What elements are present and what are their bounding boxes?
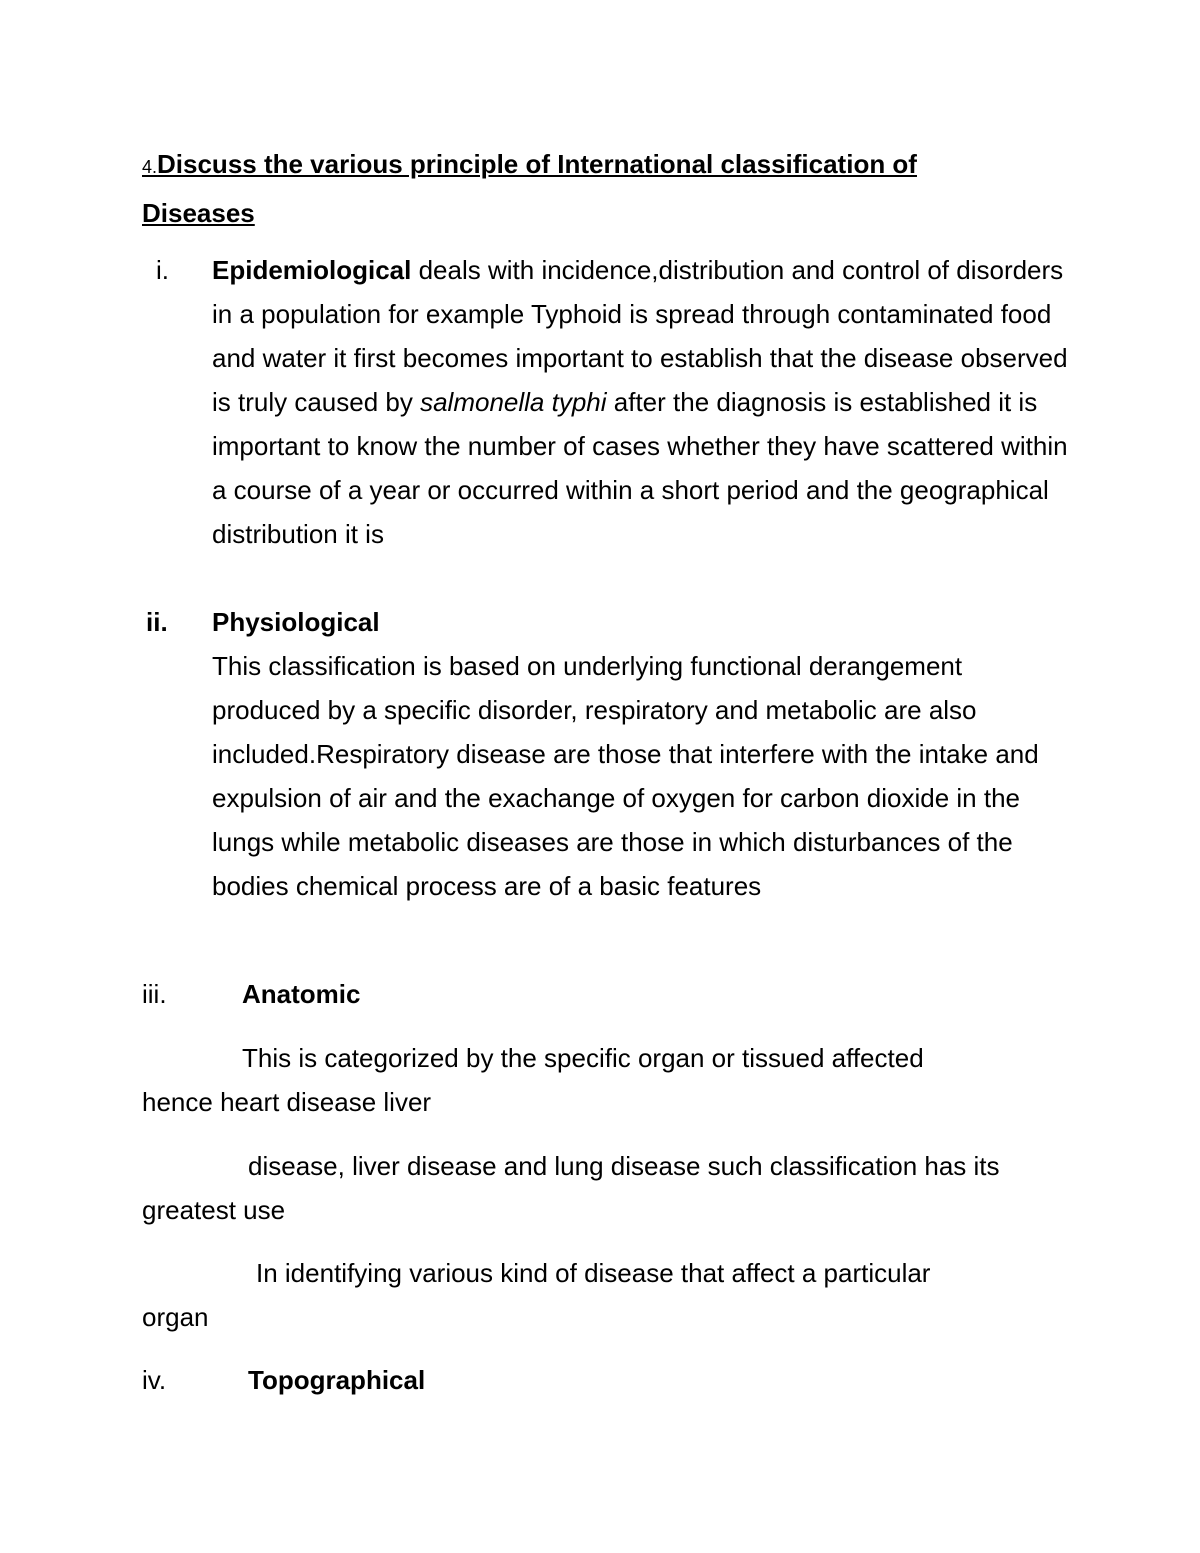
section-marker-i: i. — [156, 255, 169, 285]
anatomic-para3-line2: organ — [142, 1302, 209, 1332]
section-text-epidemiological-a: deals with incidence,distribution and control of disorders in a population for example Typhoid is spread through contaminated food and water it first becomes important to establish that the disease observed is truly caused by — [212, 255, 1068, 417]
section-text-epidemiological-b: after the diagnosis is established it is important to know the number of cases whether they have scattered within a course of a year or occurred within a short period and the geographical distribution it is — [212, 387, 1068, 549]
question-number: 4. — [142, 157, 158, 177]
question-title: Discuss the various principle of International classification of Diseases — [142, 149, 917, 228]
section-term-epidemiological: Epidemiological — [212, 255, 412, 285]
page-title — [142, 141, 1022, 236]
section-physiological — [212, 600, 1072, 908]
anatomic-para1-line1: This is categorized by the specific organ or tissued affected — [242, 1043, 924, 1073]
anatomic-para2-line1: disease, liver disease and lung disease such classification has its — [248, 1151, 1000, 1181]
anatomic-para1-line2: hence heart disease liver — [142, 1087, 432, 1117]
section-marker-iv: iv. — [142, 1365, 167, 1395]
section-term-topographical: Topographical — [248, 1365, 426, 1395]
section-term-physiological: Physiological — [212, 607, 380, 637]
anatomic-para3-line1: In identifying various kind of disease that affect a particular — [256, 1258, 931, 1288]
section-marker-ii: ii. — [146, 607, 168, 637]
section-text-physiological: This classification is based on underlying functional derangement produced by a specific disorder, respiratory and metabolic are also included.Respiratory disease are those that interfere with the intake and expulsion of air and the exachange of oxygen for carbon dioxide in the lungs while metabolic diseases are those in which disturbances of the bodies chemical process are of a basic features — [212, 651, 1039, 901]
section-italic-species: salmonella typhi — [420, 387, 607, 417]
anatomic-para2-line2: greatest use — [142, 1195, 286, 1225]
section-epidemiological — [212, 248, 1072, 556]
section-marker-iii: iii. — [142, 979, 167, 1009]
section-term-anatomic: Anatomic — [242, 979, 361, 1009]
